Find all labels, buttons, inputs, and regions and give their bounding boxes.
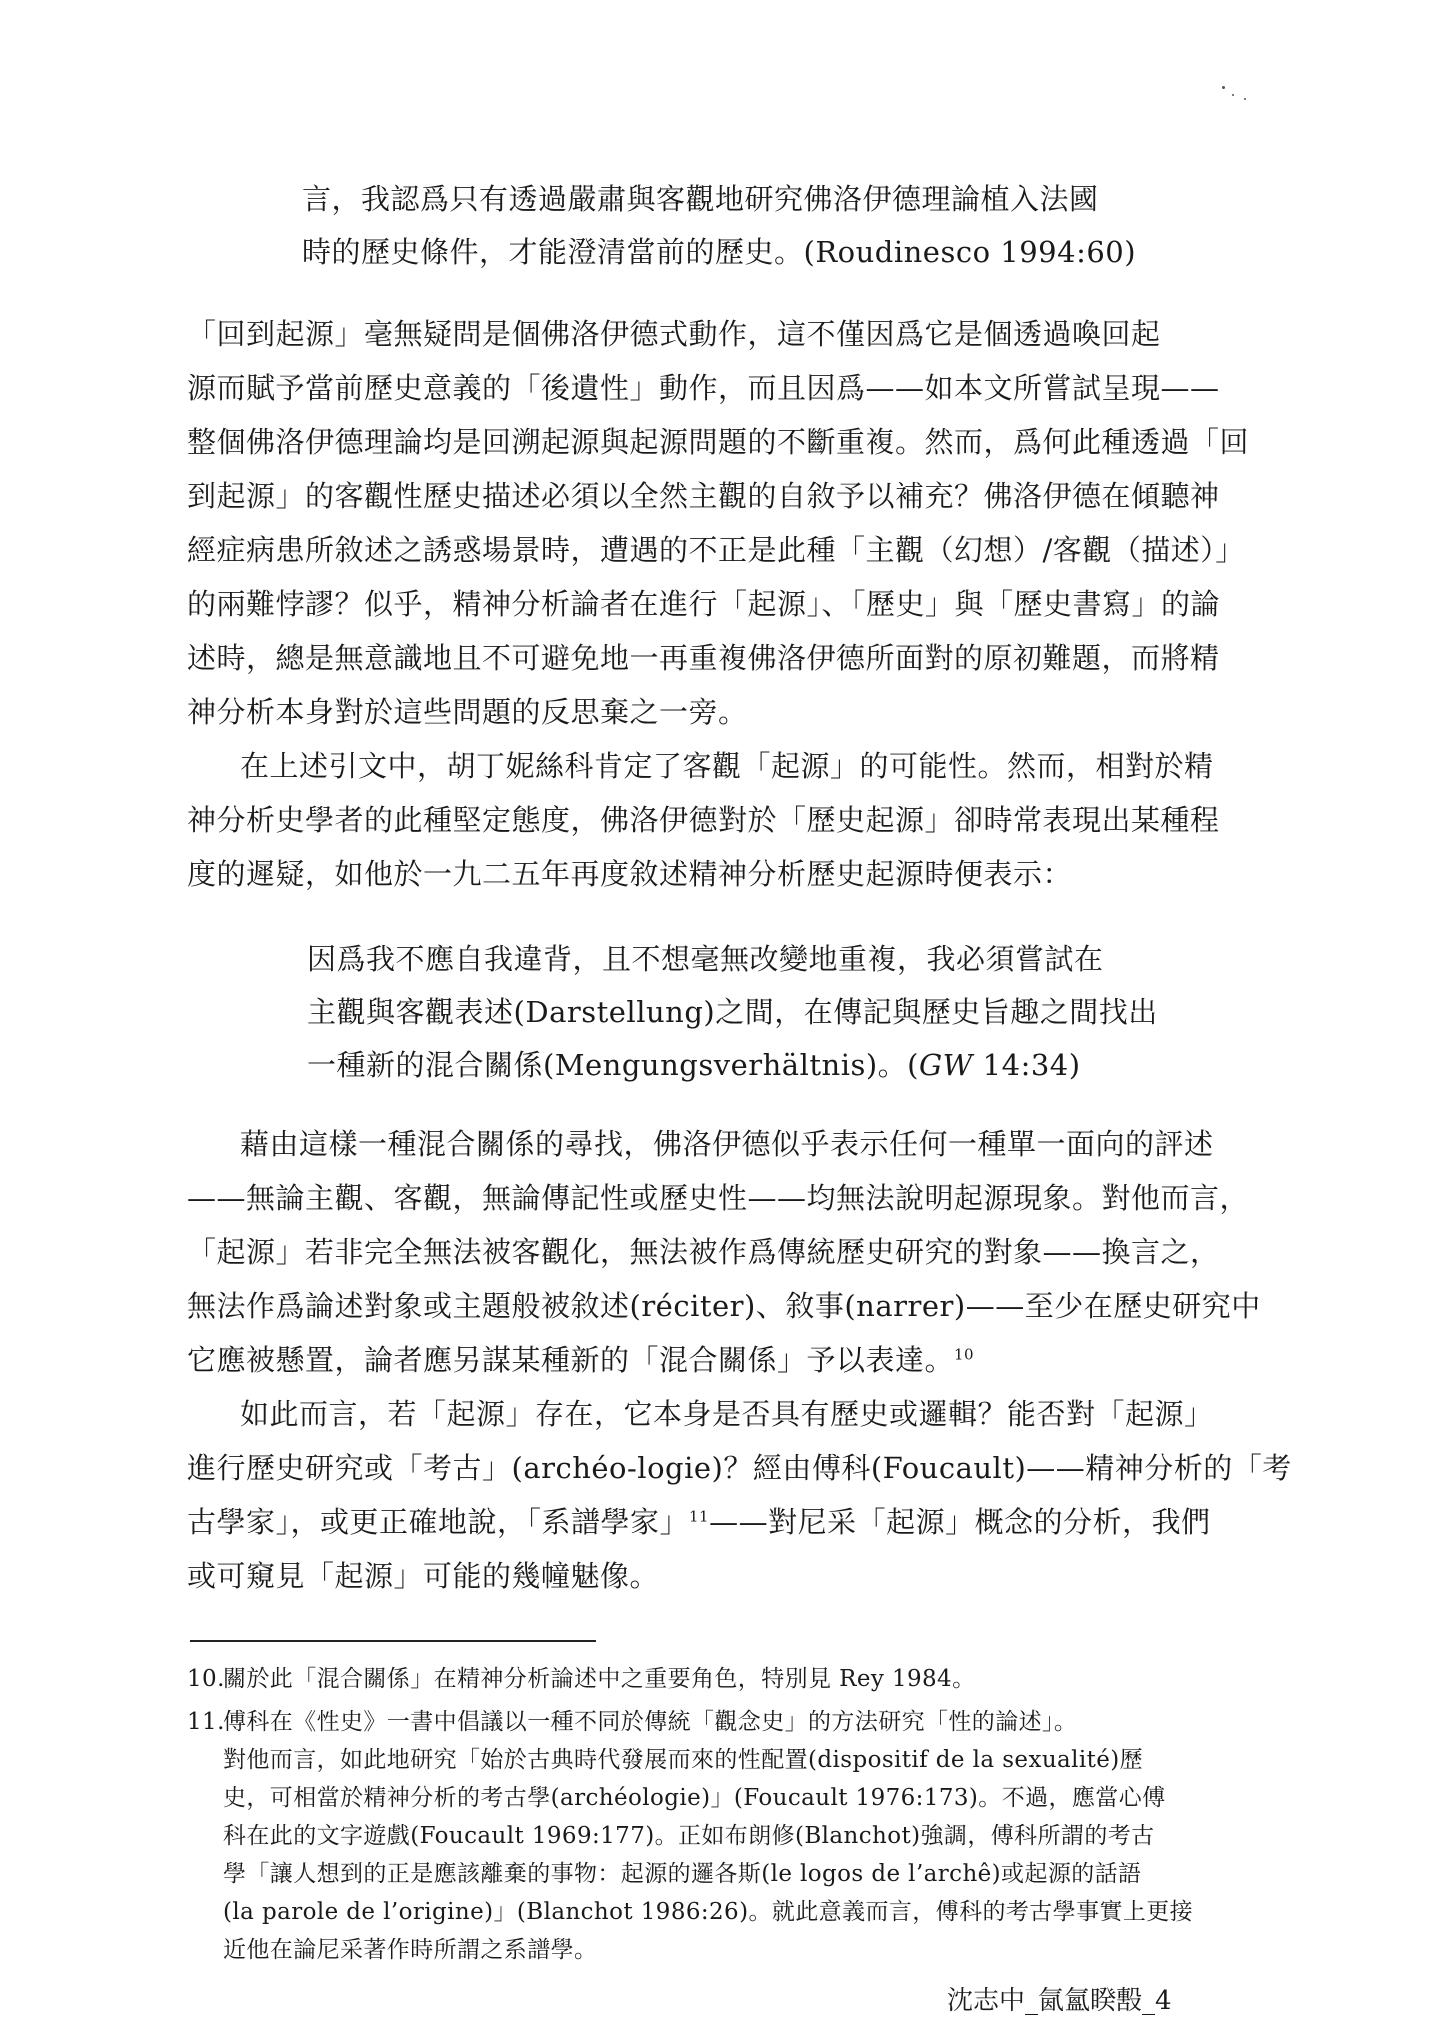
quote2-line-3 [307, 1048, 1081, 1082]
quote2-citation-abbrev: GW [918, 1048, 973, 1082]
para1-line-7: 述時，總是無意識地且不可避免地一再重複佛洛伊德所面對的原初難題，而將精 [187, 641, 1220, 675]
para3-line-3: 「起源」若非完全無法被客觀化，無法被作爲傳統歷史研究的對象——換言之， [187, 1235, 1220, 1269]
para1-line-1: 「回到起源」毫無疑問是個佛洛伊德式動作，這不僅因爲它是個透過喚回起 [187, 317, 1161, 351]
para2-line-1: 在上述引文中，胡丁妮絲科肯定了客觀「起源」的可能性。然而，相對於精 [240, 749, 1214, 783]
footnote-11-line-5: 學「讓人想到的正是應該離棄的事物：起源的邏各斯(le logos de l’archê)或起源的話語 [223, 1861, 1142, 1887]
para4-line-3 [187, 1505, 1211, 1539]
quote2-line-3-text: 一種新的混合關係(Mengungsverhältnis)。( [307, 1048, 919, 1082]
para4-line-3-after: ——對尼采「起源」概念的分析，我們 [709, 1505, 1211, 1539]
para4-line-4: 或可窺見「起源」可能的幾幢魅像。 [187, 1559, 660, 1593]
scan-speck [1244, 98, 1246, 100]
footnote-separator [190, 1640, 596, 1642]
para2-line-2: 神分析史學者的此種堅定態度，佛洛伊德對於「歷史起源」卻時常表現出某種程 [187, 803, 1220, 837]
para3-line-1: 藉由這樣一種混合關係的尋找，佛洛伊德似乎表示任何一種單一面向的評述 [240, 1127, 1214, 1161]
footnote-11-line-1: 傅科在《性史》一書中倡議以一種不同於傳統「觀念史」的方法研究「性的論述」。 [223, 1709, 1078, 1735]
footnote-11-line-7: 近他在論尼采著作時所謂之系譜學。 [223, 1937, 598, 1963]
para4-line-3-before: 古學家」，或更正確地說，「系譜學家」 [187, 1505, 690, 1539]
para3-line-4: 無法作爲論述對象或主題般被敘述(réciter)、敘事(narrer)——至少在歷史研究中 [187, 1289, 1261, 1323]
footnote-10-line-1: 關於此「混合關係」在精神分析論述中之重要角色，特別見 Rey 1984。 [223, 1666, 976, 1692]
para1-line-2: 源而賦予當前歷史意義的「後遺性」動作，而且因爲——如本文所嘗試呈現—— [187, 371, 1220, 405]
footnote-10-number: 10. [187, 1666, 225, 1692]
para4-line-1: 如此而言，若「起源」存在，它本身是否具有歷史或邏輯？能否對「起源」 [240, 1397, 1214, 1431]
footnote-ref-10[interactable]: 10 [954, 1345, 975, 1364]
scan-speck [1222, 86, 1225, 89]
footnote-11-line-3: 史，可相當於精神分析的考古學(archéologie)」(Foucault 1976:173)。不過，應當心傅 [223, 1785, 1166, 1811]
quote2-citation-rest: 14:34) [972, 1048, 1081, 1082]
para1-line-5: 經症病患所敘述之誘惑場景時，遭遇的不正是此種「主觀（幻想）/客觀（描述）」 [187, 533, 1245, 567]
footnote-11-line-2: 對他而言，如此地研究「始於古典時代發展而來的性配置(dispositif de la sexualité)歷 [223, 1747, 1144, 1773]
para3-line-5-text: 它應被懸置，論者應另謀某種新的「混合關係」予以表達。 [187, 1343, 955, 1377]
quote1-line-2: 時的歷史條件，才能澄清當前的歷史。(Roudinesco 1994:60) [302, 235, 1137, 269]
quote2-line-1: 因爲我不應自我違背，且不想毫無改變地重複，我必須嘗試在 [307, 942, 1104, 976]
para1-line-6: 的兩難悖謬？似乎，精神分析論者在進行「起源」、「歷史」與「歷史書寫」的論 [187, 587, 1221, 621]
scan-speck [1232, 94, 1234, 96]
page-folio: 沈志中_氤氳睽毄_4 [947, 1986, 1172, 2016]
footnote-11-line-6: (la parole de l’origine)」(Blanchot 1986:26)。就此意義而言，傅科的考古學事實上更接 [223, 1899, 1194, 1925]
para3-line-2: ——無論主觀、客觀，無論傳記性或歷史性——均無法說明起源現象。對他而言， [187, 1181, 1250, 1215]
para1-line-4: 到起源」的客觀性歷史描述必須以全然主觀的自敘予以補充？佛洛伊德在傾聽神 [187, 479, 1220, 513]
footnote-ref-11[interactable]: 11 [689, 1507, 710, 1526]
para4-line-2: 進行歷史研究或「考古」(archéo-logie)？經由傅科(Foucault)——精神分析的「考 [187, 1451, 1292, 1485]
quote2-line-2: 主觀與客觀表述(Darstellung)之間，在傳記與歷史旨趣之間找出 [307, 995, 1158, 1029]
para2-line-3: 度的遲疑，如他於一九二五年再度敘述精神分析歷史起源時便表示： [187, 857, 1073, 891]
para1-line-8: 神分析本身對於這些問題的反思棄之一旁。 [187, 695, 748, 729]
para1-line-3: 整個佛洛伊德理論均是回溯起源與起源問題的不斷重複。然而，爲何此種透過「回 [187, 425, 1250, 459]
footnote-11-line-4: 科在此的文字遊戲(Foucault 1969:177)。正如布朗修(Blanchot)強調，傅科所謂的考古 [223, 1823, 1155, 1849]
footnote-11-number: 11. [187, 1709, 225, 1735]
quote1-line-1: 言，我認爲只有透過嚴肅與客觀地研究佛洛伊德理論植入法國 [302, 182, 1099, 216]
para3-line-5 [187, 1343, 975, 1377]
